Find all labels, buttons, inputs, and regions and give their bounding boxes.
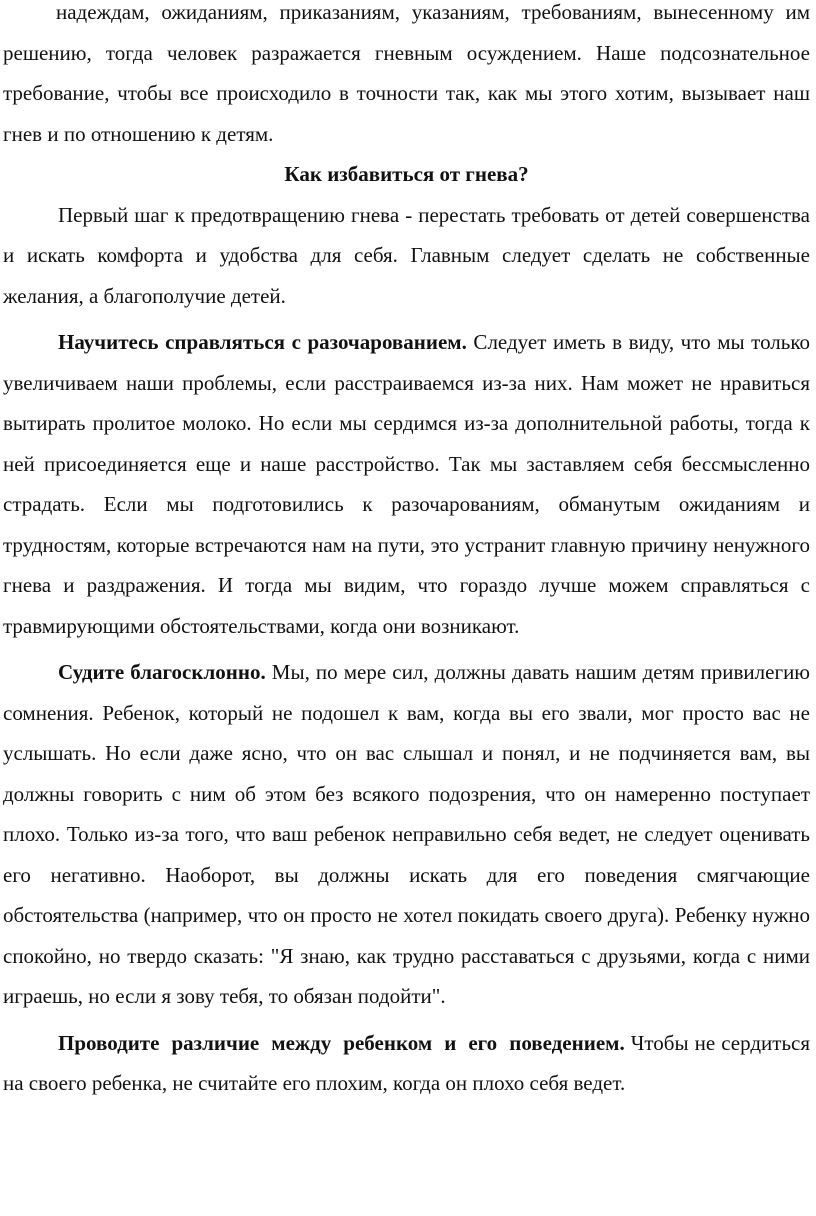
paragraph-child-vs-behavior: [3, 1023, 810, 1104]
paragraph-continuation: надеждам, ожиданиям, приказаниям, указаниям, требованиям, вынесенному им решению, тогда человек разражается гневным осуждением. Наше подсознательное требование, чтобы все происходило в точности так, как мы этого хотим, вызывает наш гнев и по отношению к детям.: [3, 0, 810, 146]
paragraph-lead-judge-kindly: Судите благосклонно.: [58, 660, 266, 684]
paragraph-body-judge-kindly: Мы, по мере сил, должны давать нашим детям привилегию сомнения. Ребенок, который не подошел к вам, когда вы его звали, мог просто вас не услышать. Но если даже ясно, что он вас слышал и понял, и не подчиняется вам, вы должны говорить с ним об этом без всякого подозрения, что он намеренно поступает плохо. Только из-за того, что ваш ребенок неправильно себя ведет, не следует оценивать его негативно. Наоборот, вы должны искать для его поведения смягчающие обстоятельства (например, что он просто не хотел покидать своего друга). Ребенку нужно спокойно, но твердо сказать: "Я знаю, как трудно расставаться с друзьями, когда с ними играешь, но если я зову тебя, то обязан подойти".: [3, 660, 810, 1008]
section-heading: Как избавиться от гнева?: [284, 162, 529, 186]
paragraph-first-step: Первый шаг к предотвращению гнева - перестать требовать от детей совершенства и искать комфорта и удобства для себя. Главным следует сделать не собственные желания, а благополучие детей.: [3, 202, 810, 308]
paragraph-disappointment: [3, 322, 810, 646]
paragraph-lead-disappointment: Научитесь справляться с разочарованием.: [58, 330, 467, 354]
paragraph-lead-child-vs-behavior: Проводите различие между ребенком и его поведением.: [58, 1030, 625, 1055]
paragraph-body-child-vs-behavior: Чтобы не сердиться на своего ребенка, не считайте его плохим, когда он плохо себя ведет.: [3, 1030, 810, 1095]
paragraph-body-disappointment: Следует иметь в виду, что мы только увеличиваем наши проблемы, если расстраиваемся из-за них. Нам может не нравиться вытирать пролитое молоко. Но если мы сердимся из-за дополнительной работы, тогда к ней присоединяется еще и наше расстройство. Так мы заставляем себя бессмысленно страдать. Если мы подготовились к разочарованиям, обманутым ожиданиям и трудностям, которые встречаются нам на пути, это устранит главную причину ненужного гнева и раздражения. И тогда мы видим, что гораздо лучше можем справляться с травмирующими обстоятельствами, когда они возникают.: [3, 330, 810, 638]
paragraph-judge-kindly: [3, 652, 810, 1017]
